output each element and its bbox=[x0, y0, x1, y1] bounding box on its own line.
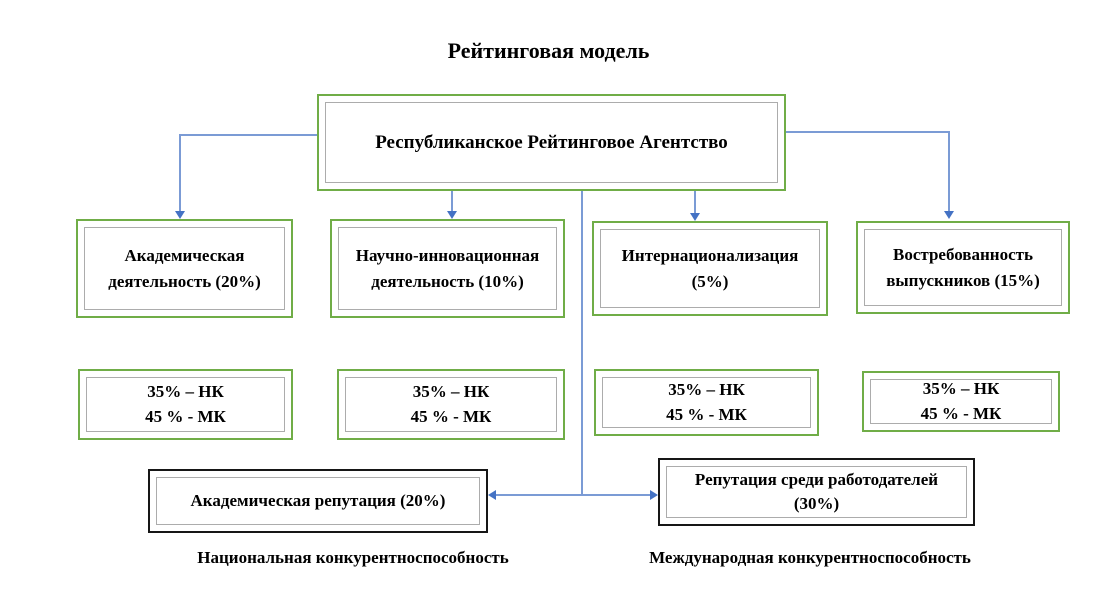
criterion-box-internationalization bbox=[592, 221, 828, 316]
arrowhead-down-icon bbox=[944, 211, 954, 219]
root-agency-box bbox=[317, 94, 786, 191]
connector-right-elbow-horizontal bbox=[786, 131, 950, 133]
weight-box-2-line2: 45 % - МК bbox=[410, 406, 492, 426]
connector-drop-box2 bbox=[451, 191, 453, 212]
arrowhead-down-icon bbox=[175, 211, 185, 219]
reputation-box-academic bbox=[148, 469, 488, 533]
connector-left-elbow-vertical bbox=[179, 134, 181, 212]
connector-right-elbow-vertical bbox=[948, 131, 950, 212]
diagram-title: Рейтинговая модель bbox=[447, 38, 650, 63]
weight-box-1-line2: 45 % - МК bbox=[145, 406, 226, 426]
connector-central-vertical bbox=[581, 191, 583, 495]
arrowhead-down-icon bbox=[690, 213, 700, 221]
weight-box-1-line1: 35% – НК bbox=[147, 381, 224, 401]
root-agency-label: Республиканское Рейтинговое Агентство bbox=[325, 102, 778, 183]
criterion-box-science-innovation bbox=[330, 219, 565, 318]
weight-box-4-line2: 45 % - МК bbox=[920, 403, 1002, 423]
weight-box-1 bbox=[78, 369, 293, 440]
footer-label-national: Национальная конкурентноспособность bbox=[197, 548, 509, 567]
reputation-label-academic: Академическая репутация (20%) bbox=[156, 477, 480, 525]
footer-label-international: Международная конкурентноспособность bbox=[649, 548, 971, 567]
criterion-label-science-innovation: Научно-инновационная деятельность (10%) bbox=[338, 227, 557, 310]
arrowhead-left-icon bbox=[488, 490, 496, 500]
criterion-label-academic: Академическая деятельность (20%) bbox=[84, 227, 285, 310]
connector-drop-box3 bbox=[694, 191, 696, 214]
criterion-label-graduate-demand: Востребованность выпускников (15%) bbox=[864, 229, 1062, 306]
connector-reputation-horizontal bbox=[495, 494, 651, 496]
criterion-box-academic bbox=[76, 219, 293, 318]
weight-box-3-line1: 35% – НК bbox=[668, 379, 745, 399]
weight-box-3 bbox=[594, 369, 819, 436]
criterion-box-graduate-demand bbox=[856, 221, 1070, 314]
weight-box-4-line1: 35% – НК bbox=[922, 378, 1000, 398]
weight-box-4 bbox=[862, 371, 1060, 432]
arrowhead-down-icon bbox=[447, 211, 457, 219]
reputation-label-employers: Репутация среди работодателей (30%) bbox=[666, 466, 967, 518]
arrowhead-right-icon bbox=[650, 490, 658, 500]
reputation-box-employers bbox=[658, 458, 975, 526]
weight-box-2-line1: 35% – НК bbox=[412, 381, 490, 401]
connector-left-elbow-horizontal bbox=[179, 134, 317, 136]
weight-box-3-line2: 45 % - МК bbox=[666, 404, 747, 424]
criterion-label-internationalization: Интернационализация (5%) bbox=[600, 229, 820, 308]
weight-box-2 bbox=[337, 369, 565, 440]
